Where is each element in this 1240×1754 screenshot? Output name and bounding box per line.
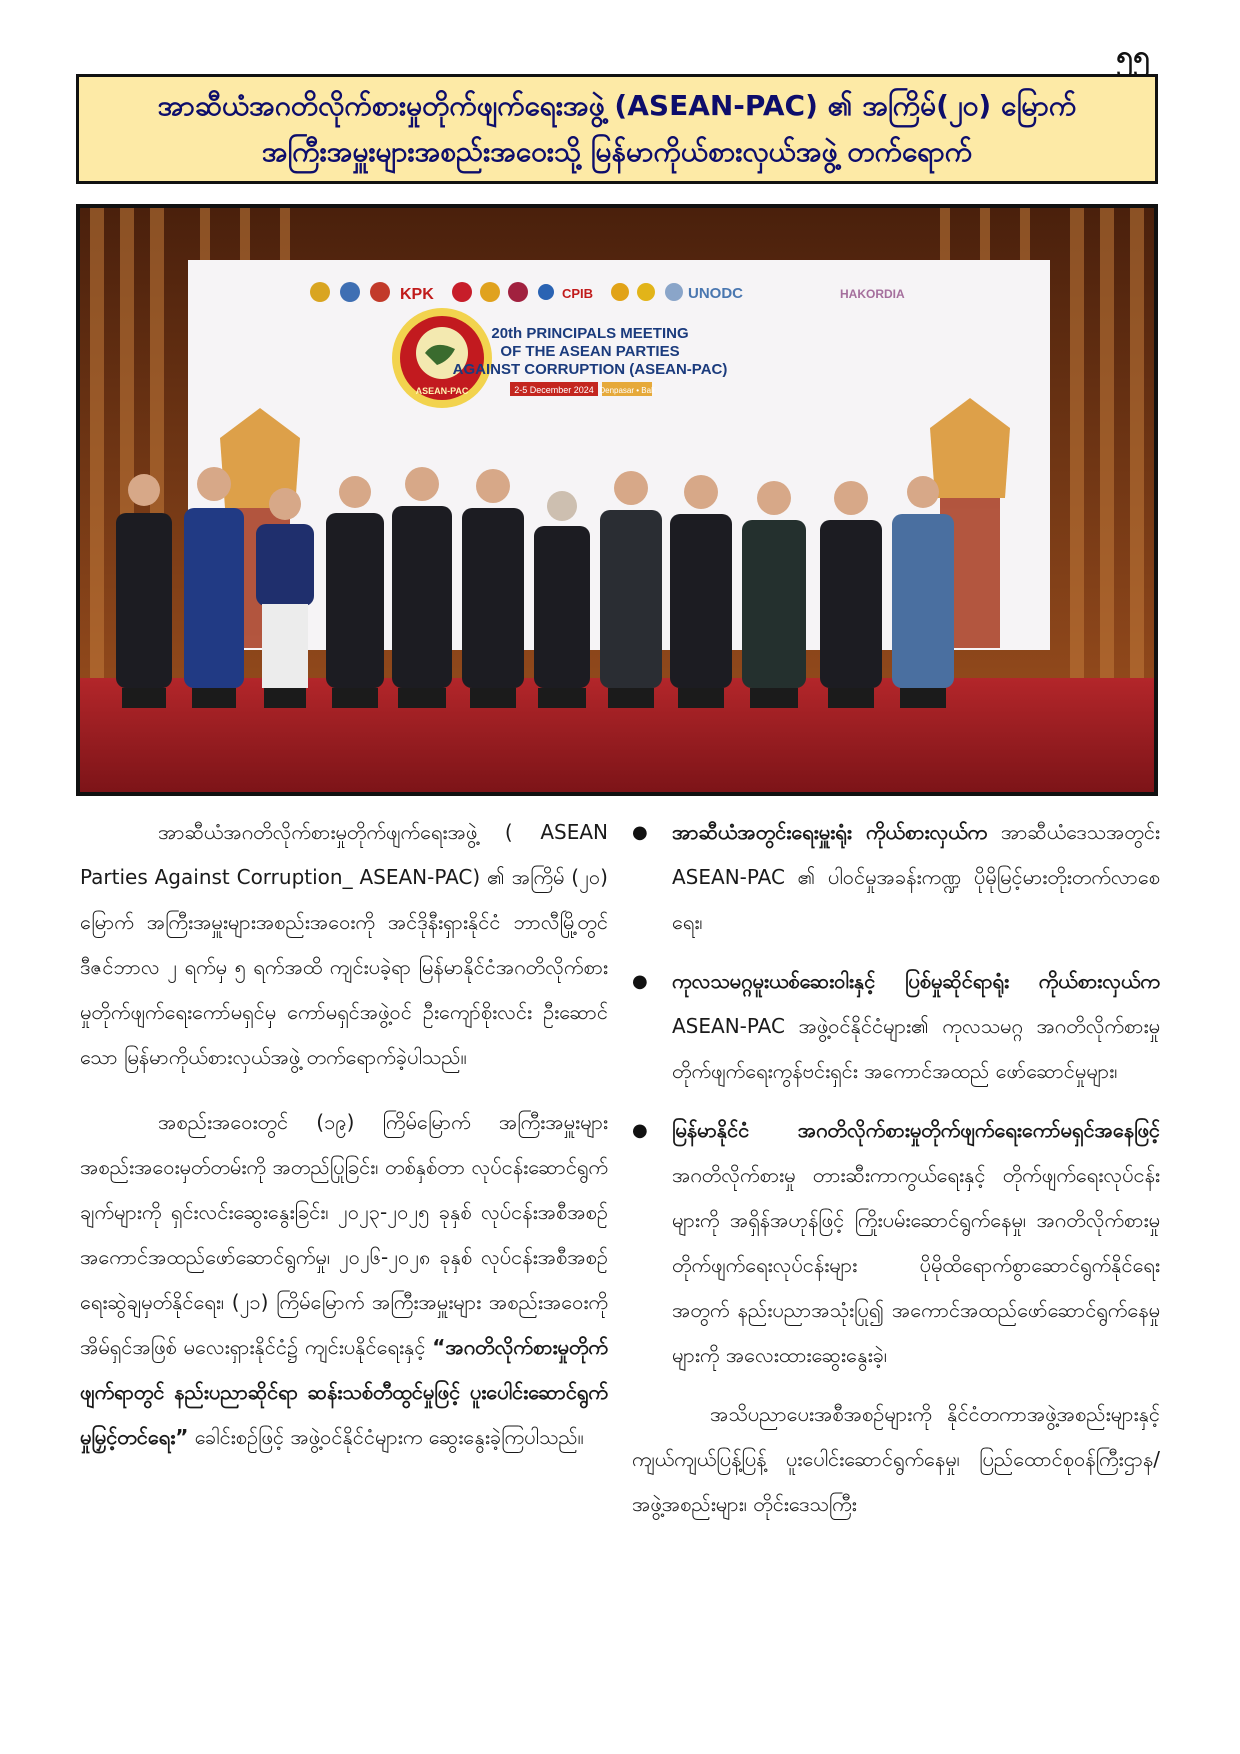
bullet-lead: ကုလသမဂ္ဂမူးယစ်ဆေးဝါးနှင့် ပြစ်မှုဆိုင်ရာရုံး ကိုယ်စားလှယ်က [672,969,1160,993]
banner-place: Denpasar • Bali [599,386,655,395]
bullet-text: အာဆီယံဒေသအတွင်း ASEAN-PAC ၏ ပါဝင်မှုအခန်းကဏ္ဍ ပိုမိုမြင့်မားတိုးတက်လာစေရေး၊ [672,820,1161,934]
banner-title-2: OF THE ASEAN PARTIES [500,343,680,360]
agenda-tail: ခေါင်းစဉ်ဖြင့် အဖွဲ့ဝင်နိုင်ငံများက ဆွေးနွေးခဲ့ကြပါသည်။ [194,1425,584,1449]
bullet-lead: မြန်မာနိုင်ငံ အဂတိလိုက်စားမှုတိုက်ဖျက်ရေးကော်မရှင်အနေဖြင့် [672,1118,1160,1142]
left-column [80,810,608,1480]
emblem-label: ASEAN-PAC [415,386,469,396]
bullet-text: အဂတိလိုက်စားမှု တားဆီးကာကွယ်ရေးနှင့် တိုက်ဖျက်ရေးလုပ်ငန်းများကို အရှိန်အဟုန်ဖြင့် ကြိုးပမ်းဆောင်ရွက်နေမှု၊ အဂတိလိုက်စားမှုတိုက်ဖျက်ရေးလုပ်ငန်းများ ပိုမိုထိရောက်စွာဆောင်ရွက်နိုင်ရေးအတွက် နည်းပညာအသုံးပြု၍ အကောင်အထည်ဖော်ဆောင်ရွက်နေမှုများကို အလေးထားဆွေးနွေးခဲ့၊ [672,1163,1160,1367]
title-line-1: အာဆီယံအဂတိလိုက်စားမှုတိုက်ဖျက်ရေးအဖွဲ့ (ASEAN-PAC) ၏ အကြိမ်(၂၀) မြောက် [157,89,1077,122]
bullet-text: ASEAN-PAC အဖွဲ့ဝင်နိုင်ငံများ၏ ကုလသမဂ္ဂ အဂတိလိုက်စားမှု တိုက်ဖျက်ရေးကွန်ဗင်းရှင်း အကောင်အထည် ဖော်ဆောင်မှုများ၊ [672,1014,1160,1083]
asean-pac-emblem [392,308,492,408]
title-line-2: အကြီးအမှူးများအစည်းအဝေးသို့ မြန်မာကိုယ်စားလှယ်အဖွဲ့ တက်ရောက် [261,135,973,168]
logo-cpib: CPIB [562,286,594,301]
right-column [632,810,1160,1547]
awareness-paragraph: အသိပညာပေးအစီအစဉ်များကို နိုင်ငံတကာအဖွဲ့အစည်းများနှင့် ကျယ်ကျယ်ပြန့်ပြန့် ပူးပေါင်းဆောင်ရွက်နေမှု၊ ပြည်ထောင်စုဝန်ကြီးဌာန/ အဖွဲ့အစည်းများ၊ တိုင်းဒေသကြီး [632,1402,1160,1516]
logo-unodc: UNODC [688,285,743,302]
logo-hakordia: HAKORDIA [840,287,905,301]
bullet-item [632,810,1160,945]
bullet-item [632,959,1160,1094]
agenda-text: အစည်းအဝေးတွင် (၁၉) ကြိမ်မြောက် အကြီးအမှူးများ အစည်းအဝေးမှတ်တမ်းကို အတည်ပြုခြင်း၊ တစ်နှစ်တာ လုပ်ငန်းဆောင်ရွက်ချက်များကို ရှင်းလင်းဆွေးနွေးခြင်း၊ ၂၀၂၃-၂၀၂၅ ခုနှစ် လုပ်ငန်းအစီအစဉ် အကောင်အထည်ဖော်ဆောင်ရွက်မှု၊ ၂၀၂၆-၂၀၂၈ ခုနှစ် လုပ်ငန်းအစီအစဉ် ရေးဆွဲချမှတ်နိုင်ရေး၊ (၂၁) ကြိမ်မြောက် အကြီးအမှူးများ အစည်းအဝေးကို အိမ်ရှင်အဖြစ် မလေးရှားနိုင်ငံ၌ ကျင်းပနိုင်ရေးနှင့် [80,1110,608,1359]
banner-title-1: 20th PRINCIPALS MEETING [491,325,689,342]
bullet-item [632,1108,1160,1378]
agenda-paragraph [80,1100,608,1460]
page-number: ၅၅ [1116,39,1150,74]
banner-title-3: AGAINST CORRUPTION (ASEAN-PAC) [452,361,728,378]
title-box [76,74,1158,184]
logo-kpk: KPK [400,286,434,303]
meeting-photo [76,204,1158,796]
intro-paragraph: အာဆီယံအဂတိလိုက်စားမှုတိုက်ဖျက်ရေးအဖွဲ့ ( ASEAN Parties Against Corruption_ ASEAN-PAC) ၏ အကြိမ် (၂၀) မြောက် အကြီးအမှူးများအစည်းအဝေးကို အင်ဒိုနီးရှားနိုင်ငံ ဘာလီမြို့တွင် ဒီဇင်ဘာလ ၂ ရက်မှ ၅ ရက်အထိ ကျင်းပခဲ့ရာ မြန်မာနိုင်ငံအဂတိလိုက်စားမှုတိုက်ဖျက်ရေးကော်မရှင်မှ ကော်မရှင်အဖွဲ့ဝင် ဦးကျော်စိုးလင်း ဦးဆောင်သော မြန်မာကိုယ်စားလှယ်အဖွဲ့ တက်ရောက်ခဲ့ပါသည်။ [80,820,608,1069]
bullet-lead: အာဆီယံအတွင်းရေးမှူးရုံး ကိုယ်စားလှယ်က [672,820,988,844]
agenda-theme: “အဂတိလိုက်စားမှုတိုက်ဖျက်ရာတွင် နည်းပညာဆိုင်ရာ ဆန်းသစ်တီထွင်မှုဖြင့် ပူးပေါင်းဆောင်ရွက်မှုမြှင့်တင်ရေး” [80,1335,608,1449]
banner-date: 2-5 December 2024 [514,385,594,395]
discussion-bullets [632,810,1160,1378]
